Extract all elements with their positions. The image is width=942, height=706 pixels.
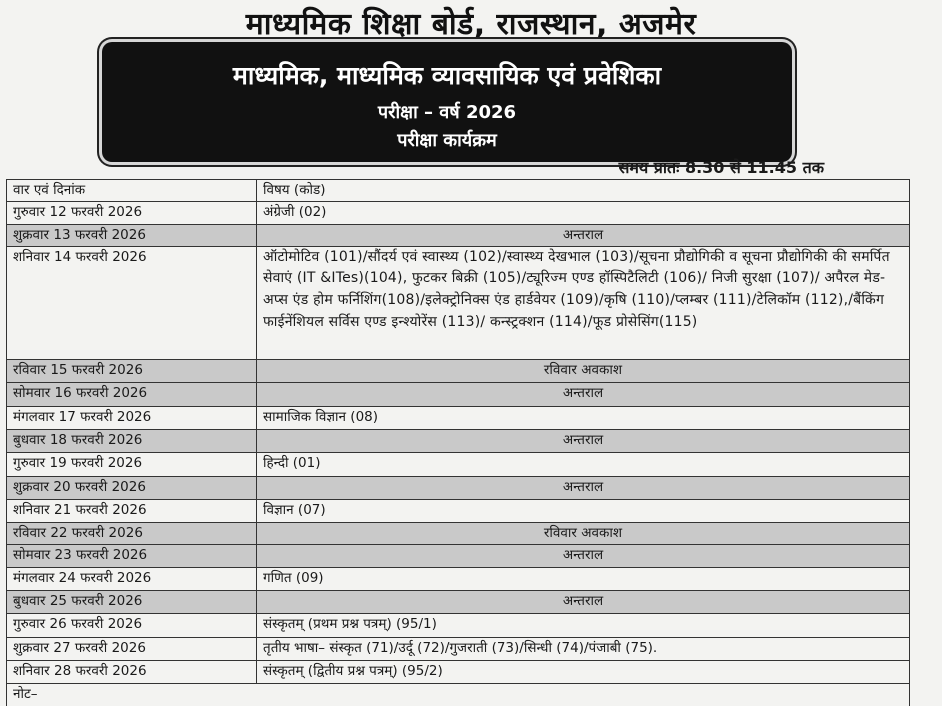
row-subject: संस्कृतम् (प्रथम प्रश्न पत्रम्) (95/1) — [257, 614, 910, 637]
row-day: शनिवार 21 फरवरी 2026 — [7, 499, 257, 522]
row-day: गुरुवार 19 फरवरी 2026 — [7, 453, 257, 476]
table-row — [7, 246, 910, 359]
table-row — [7, 476, 910, 499]
row-subject: ऑटोमोटिव (101)/सौंदर्य एवं स्वास्थ्य (102)/स्वास्थ्य देखभाल (103)/सूचना प्रौद्योगिकी व सूचना प्रौद्योगिकी की समर्पित सेवाएं (IT &ITes)(104), फुटकर बिक्री (105)/ट्यूरिज्म एण्ड हॉस्पिटैलिटी (106)/ निजी सुरक्षा (107)/ अपैरल मेड-अप्स एंड होम फर्निशिंग(108)/इलेक्ट्रोनिक्स एंड हार्डवेयर (109)/कृषि (110)/प्लम्बर (111)/टेलिकॉम (112),/बैंकिंग फाईनेंशियल सर्विस एण्ड इन्श्योरेंस (113)/ कन्स्ट्रक्शन (114)/फूड प्रोसेसिंग(115) — [257, 246, 910, 359]
row-subject: अन्तराल — [257, 430, 910, 453]
row-day: गुरुवार 26 फरवरी 2026 — [7, 614, 257, 637]
row-day: बुधवार 18 फरवरी 2026 — [7, 430, 257, 453]
row-day: गुरुवार 12 फरवरी 2026 — [7, 202, 257, 224]
row-subject: अन्तराल — [257, 545, 910, 567]
row-day: सोमवार 23 फरवरी 2026 — [7, 545, 257, 567]
note-row — [7, 684, 910, 706]
row-subject: रविवार अवकाश — [257, 360, 910, 383]
row-day: शुक्रवार 20 फरवरी 2026 — [7, 476, 257, 499]
row-subject: गणित (09) — [257, 567, 910, 590]
table-row — [7, 614, 910, 637]
table-row — [7, 499, 910, 522]
row-day: रविवार 15 फरवरी 2026 — [7, 360, 257, 383]
row-subject: विज्ञान (07) — [257, 499, 910, 522]
row-subject: तृतीय भाषा– संस्कृत (71)/उर्दू (72)/गुजराती (73)/सिन्धी (74)/पंजाबी (75). — [257, 637, 910, 660]
header-subject: विषय (कोड) — [257, 180, 910, 202]
row-subject: अन्तराल — [257, 476, 910, 499]
row-day: शुक्रवार 13 फरवरी 2026 — [7, 224, 257, 246]
note-label: नोट– — [7, 684, 910, 706]
table-row — [7, 430, 910, 453]
exam-year: परीक्षा – वर्ष 2026 — [377, 102, 517, 123]
table-row — [7, 383, 910, 406]
row-day: मंगलवार 17 फरवरी 2026 — [7, 406, 257, 429]
row-subject: संस्कृतम् (द्वितीय प्रश्न पत्रम्) (95/2) — [257, 660, 910, 683]
row-day: शनिवार 14 फरवरी 2026 — [7, 246, 257, 359]
table-header-row — [7, 180, 910, 202]
exam-program: परीक्षा कार्यक्रम — [397, 130, 497, 151]
table-row — [7, 360, 910, 383]
exam-name: माध्यमिक, माध्यमिक व्यावसायिक एवं प्रवेशिका — [232, 61, 662, 90]
row-day: शनिवार 28 फरवरी 2026 — [7, 660, 257, 683]
table-row — [7, 660, 910, 683]
row-day: बुधवार 25 फरवरी 2026 — [7, 590, 257, 613]
row-day: शुक्रवार 27 फरवरी 2026 — [7, 637, 257, 660]
row-subject: अन्तराल — [257, 383, 910, 406]
row-day: रविवार 22 फरवरी 2026 — [7, 523, 257, 545]
row-subject: हिन्दी (01) — [257, 453, 910, 476]
row-subject: अंग्रेजी (02) — [257, 202, 910, 224]
table-row — [7, 453, 910, 476]
table-row — [7, 567, 910, 590]
table-row — [7, 523, 910, 545]
board-title: माध्यमिक शिक्षा बोर्ड, राजस्थान, अजमेर — [245, 7, 697, 42]
table-row — [7, 545, 910, 567]
row-subject: रविवार अवकाश — [257, 523, 910, 545]
schedule-table — [6, 179, 910, 706]
row-day: मंगलवार 24 फरवरी 2026 — [7, 567, 257, 590]
row-subject: सामाजिक विज्ञान (08) — [257, 406, 910, 429]
table-row — [7, 224, 910, 246]
exam-time: समय प्रातः 8.30 से 11.45 तक — [618, 158, 824, 177]
table-row — [7, 406, 910, 429]
table-row — [7, 637, 910, 660]
exam-banner — [102, 42, 792, 162]
row-day: सोमवार 16 फरवरी 2026 — [7, 383, 257, 406]
row-subject: अन्तराल — [257, 224, 910, 246]
table-row — [7, 590, 910, 613]
header-day: वार एवं दिनांक — [7, 180, 257, 202]
table-row — [7, 202, 910, 224]
row-subject: अन्तराल — [257, 590, 910, 613]
